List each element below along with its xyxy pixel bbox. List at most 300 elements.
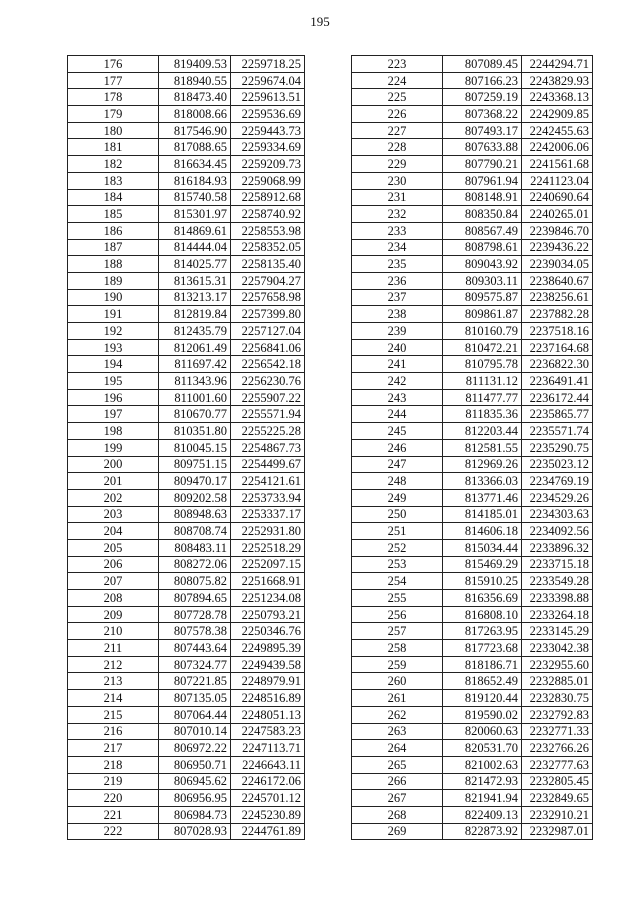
x-coordinate-cell: 820060.63 (443, 723, 522, 740)
x-coordinate-cell: 807010.14 (159, 723, 231, 740)
point-number-cell: 263 (352, 723, 443, 740)
point-number-cell: 232 (352, 206, 443, 223)
table-row (68, 723, 305, 740)
point-number-cell: 188 (68, 256, 159, 273)
page-number: 195 (310, 14, 330, 29)
y-coordinate-cell: 2259674.04 (231, 72, 305, 89)
point-number-cell: 195 (68, 373, 159, 390)
point-number-cell: 262 (352, 706, 443, 723)
x-coordinate-cell: 809861.87 (443, 306, 522, 323)
table-row (68, 373, 305, 390)
point-number-cell: 224 (352, 72, 443, 89)
y-coordinate-cell: 2249895.39 (231, 640, 305, 657)
point-number-cell: 243 (352, 389, 443, 406)
point-number-cell: 245 (352, 423, 443, 440)
point-number-cell: 207 (68, 573, 159, 590)
x-coordinate-cell: 818186.71 (443, 656, 522, 673)
table-row (352, 289, 593, 306)
x-coordinate-cell: 810795.78 (443, 356, 522, 373)
point-number-cell: 247 (352, 456, 443, 473)
point-number-cell: 180 (68, 122, 159, 139)
y-coordinate-cell: 2257904.27 (231, 272, 305, 289)
y-coordinate-cell: 2246172.06 (231, 773, 305, 790)
y-coordinate-cell: 2234303.63 (522, 506, 593, 523)
table-row (352, 56, 593, 73)
y-coordinate-cell: 2235865.77 (522, 406, 593, 423)
y-coordinate-cell: 2233042.38 (522, 640, 593, 657)
y-coordinate-cell: 2247583.23 (231, 723, 305, 740)
x-coordinate-cell: 812435.79 (159, 323, 231, 340)
y-coordinate-cell: 2259718.25 (231, 56, 305, 73)
x-coordinate-cell: 818652.49 (443, 673, 522, 690)
x-coordinate-cell: 810351.80 (159, 423, 231, 440)
table-row (68, 389, 305, 406)
coordinate-table-right (351, 55, 593, 840)
point-number-cell: 264 (352, 740, 443, 757)
x-coordinate-cell: 806956.95 (159, 790, 231, 807)
point-number-cell: 208 (68, 590, 159, 607)
y-coordinate-cell: 2258912.68 (231, 189, 305, 206)
point-number-cell: 244 (352, 406, 443, 423)
point-number-cell: 228 (352, 139, 443, 156)
y-coordinate-cell: 2255907.22 (231, 389, 305, 406)
point-number-cell: 220 (68, 790, 159, 807)
x-coordinate-cell: 811477.77 (443, 389, 522, 406)
y-coordinate-cell: 2232987.01 (522, 823, 593, 840)
point-number-cell: 178 (68, 89, 159, 106)
x-coordinate-cell: 810160.79 (443, 323, 522, 340)
x-coordinate-cell: 807894.65 (159, 590, 231, 607)
point-number-cell: 205 (68, 539, 159, 556)
x-coordinate-cell: 807028.93 (159, 823, 231, 840)
x-coordinate-cell: 806950.71 (159, 756, 231, 773)
point-number-cell: 246 (352, 439, 443, 456)
table-row (68, 756, 305, 773)
table-row (68, 623, 305, 640)
x-coordinate-cell: 818008.66 (159, 106, 231, 123)
x-coordinate-cell: 815740.58 (159, 189, 231, 206)
point-number-cell: 199 (68, 439, 159, 456)
x-coordinate-cell: 812819.84 (159, 306, 231, 323)
y-coordinate-cell: 2237882.28 (522, 306, 593, 323)
y-coordinate-cell: 2232792.83 (522, 706, 593, 723)
x-coordinate-cell: 808148.91 (443, 189, 522, 206)
y-coordinate-cell: 2259209.73 (231, 156, 305, 173)
x-coordinate-cell: 815910.25 (443, 573, 522, 590)
table-row (352, 623, 593, 640)
x-coordinate-cell: 814444.04 (159, 239, 231, 256)
x-coordinate-cell: 807578.38 (159, 623, 231, 640)
table-row (352, 339, 593, 356)
y-coordinate-cell: 2242455.63 (522, 122, 593, 139)
point-number-cell: 250 (352, 506, 443, 523)
table-row (352, 773, 593, 790)
table-row (68, 690, 305, 707)
point-number-cell: 191 (68, 306, 159, 323)
table-row (352, 306, 593, 323)
point-number-cell: 183 (68, 172, 159, 189)
x-coordinate-cell: 807221.85 (159, 673, 231, 690)
y-coordinate-cell: 2247113.71 (231, 740, 305, 757)
y-coordinate-cell: 2239846.70 (522, 222, 593, 239)
x-coordinate-cell: 807728.78 (159, 606, 231, 623)
table-row (68, 256, 305, 273)
point-number-cell: 269 (352, 823, 443, 840)
y-coordinate-cell: 2241561.68 (522, 156, 593, 173)
table-row (352, 356, 593, 373)
point-number-cell: 190 (68, 289, 159, 306)
x-coordinate-cell: 807324.77 (159, 656, 231, 673)
point-number-cell: 201 (68, 473, 159, 490)
x-coordinate-cell: 816184.93 (159, 172, 231, 189)
table-row (352, 489, 593, 506)
x-coordinate-cell: 814869.61 (159, 222, 231, 239)
table-row (352, 122, 593, 139)
table-row (352, 239, 593, 256)
y-coordinate-cell: 2252518.29 (231, 539, 305, 556)
y-coordinate-cell: 2251668.91 (231, 573, 305, 590)
x-coordinate-cell: 806984.73 (159, 806, 231, 823)
x-coordinate-cell: 822873.92 (443, 823, 522, 840)
table-row (352, 272, 593, 289)
table-row (68, 106, 305, 123)
table-row (68, 606, 305, 623)
point-number-cell: 196 (68, 389, 159, 406)
x-coordinate-cell: 812969.26 (443, 456, 522, 473)
point-number-cell: 186 (68, 222, 159, 239)
table-row (68, 72, 305, 89)
y-coordinate-cell: 2248979.91 (231, 673, 305, 690)
point-number-cell: 259 (352, 656, 443, 673)
x-coordinate-cell: 821472.93 (443, 773, 522, 790)
y-coordinate-cell: 2256542.18 (231, 356, 305, 373)
point-number-cell: 260 (352, 673, 443, 690)
x-coordinate-cell: 808567.49 (443, 222, 522, 239)
y-coordinate-cell: 2259068.99 (231, 172, 305, 189)
point-number-cell: 265 (352, 756, 443, 773)
table-row (68, 773, 305, 790)
x-coordinate-cell: 818473.40 (159, 89, 231, 106)
x-coordinate-cell: 812203.44 (443, 423, 522, 440)
table-row (352, 640, 593, 657)
point-number-cell: 268 (352, 806, 443, 823)
y-coordinate-cell: 2237518.16 (522, 323, 593, 340)
x-coordinate-cell: 808798.61 (443, 239, 522, 256)
y-coordinate-cell: 2239436.22 (522, 239, 593, 256)
y-coordinate-cell: 2239034.05 (522, 256, 593, 273)
x-coordinate-cell: 814025.77 (159, 256, 231, 273)
table-row (352, 756, 593, 773)
point-number-cell: 261 (352, 690, 443, 707)
y-coordinate-cell: 2254499.67 (231, 456, 305, 473)
y-coordinate-cell: 2253733.94 (231, 489, 305, 506)
y-coordinate-cell: 2257127.04 (231, 323, 305, 340)
x-coordinate-cell: 817546.90 (159, 122, 231, 139)
table-row (352, 523, 593, 540)
y-coordinate-cell: 2248051.13 (231, 706, 305, 723)
table-row (352, 740, 593, 757)
table-row (68, 89, 305, 106)
x-coordinate-cell: 814606.18 (443, 523, 522, 540)
y-coordinate-cell: 2250346.76 (231, 623, 305, 640)
table-row (68, 339, 305, 356)
y-coordinate-cell: 2234529.26 (522, 489, 593, 506)
y-coordinate-cell: 2241123.04 (522, 172, 593, 189)
point-number-cell: 214 (68, 690, 159, 707)
table-row (68, 172, 305, 189)
table-row (68, 790, 305, 807)
y-coordinate-cell: 2234769.19 (522, 473, 593, 490)
y-coordinate-cell: 2245701.12 (231, 790, 305, 807)
table-row (352, 406, 593, 423)
x-coordinate-cell: 808483.11 (159, 539, 231, 556)
y-coordinate-cell: 2235290.75 (522, 439, 593, 456)
table-row (68, 323, 305, 340)
table-row (68, 356, 305, 373)
point-number-cell: 176 (68, 56, 159, 73)
y-coordinate-cell: 2236822.30 (522, 356, 593, 373)
y-coordinate-cell: 2244761.89 (231, 823, 305, 840)
y-coordinate-cell: 2233715.18 (522, 556, 593, 573)
point-number-cell: 257 (352, 623, 443, 640)
x-coordinate-cell: 806972.22 (159, 740, 231, 757)
table-row (352, 606, 593, 623)
point-number-cell: 238 (352, 306, 443, 323)
table-row (68, 222, 305, 239)
point-number-cell: 255 (352, 590, 443, 607)
y-coordinate-cell: 2248516.89 (231, 690, 305, 707)
point-number-cell: 239 (352, 323, 443, 340)
x-coordinate-cell: 817723.68 (443, 640, 522, 657)
y-coordinate-cell: 2252097.15 (231, 556, 305, 573)
x-coordinate-cell: 809202.58 (159, 489, 231, 506)
table-row (352, 673, 593, 690)
x-coordinate-cell: 821002.63 (443, 756, 522, 773)
table-row (68, 272, 305, 289)
y-coordinate-cell: 2255225.28 (231, 423, 305, 440)
x-coordinate-cell: 807089.45 (443, 56, 522, 73)
table-row (352, 256, 593, 273)
point-number-cell: 237 (352, 289, 443, 306)
table-row (68, 590, 305, 607)
x-coordinate-cell: 813213.17 (159, 289, 231, 306)
x-coordinate-cell: 815034.44 (443, 539, 522, 556)
y-coordinate-cell: 2232955.60 (522, 656, 593, 673)
x-coordinate-cell: 808075.82 (159, 573, 231, 590)
y-coordinate-cell: 2233398.88 (522, 590, 593, 607)
y-coordinate-cell: 2236172.44 (522, 389, 593, 406)
x-coordinate-cell: 813615.31 (159, 272, 231, 289)
table-row (68, 122, 305, 139)
table-row (352, 172, 593, 189)
x-coordinate-cell: 815301.97 (159, 206, 231, 223)
point-number-cell: 235 (352, 256, 443, 273)
point-number-cell: 187 (68, 239, 159, 256)
table-row (352, 189, 593, 206)
table-row (68, 523, 305, 540)
table-row (352, 823, 593, 840)
table-row (68, 740, 305, 757)
table-row (352, 456, 593, 473)
x-coordinate-cell: 818940.55 (159, 72, 231, 89)
table-row (352, 72, 593, 89)
y-coordinate-cell: 2233264.18 (522, 606, 593, 623)
table-row (68, 139, 305, 156)
table-row (68, 439, 305, 456)
x-coordinate-cell: 809575.87 (443, 289, 522, 306)
point-number-cell: 212 (68, 656, 159, 673)
y-coordinate-cell: 2254121.61 (231, 473, 305, 490)
y-coordinate-cell: 2243368.13 (522, 89, 593, 106)
x-coordinate-cell: 809043.92 (443, 256, 522, 273)
point-number-cell: 234 (352, 239, 443, 256)
point-number-cell: 253 (352, 556, 443, 573)
x-coordinate-cell: 808272.06 (159, 556, 231, 573)
table-row (352, 439, 593, 456)
table-row (352, 323, 593, 340)
table-row (68, 189, 305, 206)
y-coordinate-cell: 2233549.28 (522, 573, 593, 590)
y-coordinate-cell: 2246643.11 (231, 756, 305, 773)
point-number-cell: 193 (68, 339, 159, 356)
x-coordinate-cell: 807135.05 (159, 690, 231, 707)
point-number-cell: 266 (352, 773, 443, 790)
y-coordinate-cell: 2238256.61 (522, 289, 593, 306)
table-row (352, 206, 593, 223)
table-row (352, 156, 593, 173)
table-row (68, 473, 305, 490)
point-number-cell: 222 (68, 823, 159, 840)
x-coordinate-cell: 816356.69 (443, 590, 522, 607)
point-number-cell: 225 (352, 89, 443, 106)
point-number-cell: 194 (68, 356, 159, 373)
x-coordinate-cell: 811697.42 (159, 356, 231, 373)
x-coordinate-cell: 811835.36 (443, 406, 522, 423)
point-number-cell: 229 (352, 156, 443, 173)
y-coordinate-cell: 2237164.68 (522, 339, 593, 356)
table-row (68, 456, 305, 473)
table-row (68, 656, 305, 673)
y-coordinate-cell: 2232910.21 (522, 806, 593, 823)
y-coordinate-cell: 2232766.26 (522, 740, 593, 757)
point-number-cell: 203 (68, 506, 159, 523)
y-coordinate-cell: 2236491.41 (522, 373, 593, 390)
table-row (352, 790, 593, 807)
table-row (352, 423, 593, 440)
table-row (352, 723, 593, 740)
x-coordinate-cell: 811001.60 (159, 389, 231, 406)
x-coordinate-cell: 812581.55 (443, 439, 522, 456)
point-number-cell: 233 (352, 222, 443, 239)
table-row (68, 573, 305, 590)
x-coordinate-cell: 811131.12 (443, 373, 522, 390)
point-number-cell: 236 (352, 272, 443, 289)
y-coordinate-cell: 2244294.71 (522, 56, 593, 73)
x-coordinate-cell: 807443.64 (159, 640, 231, 657)
table-row (352, 573, 593, 590)
y-coordinate-cell: 2259613.51 (231, 89, 305, 106)
x-coordinate-cell: 806945.62 (159, 773, 231, 790)
x-coordinate-cell: 808708.74 (159, 523, 231, 540)
y-coordinate-cell: 2235571.74 (522, 423, 593, 440)
table-row (352, 590, 593, 607)
table-row (68, 156, 305, 173)
table-row (68, 289, 305, 306)
point-number-cell: 184 (68, 189, 159, 206)
table-row (68, 640, 305, 657)
y-coordinate-cell: 2259334.69 (231, 139, 305, 156)
point-number-cell: 242 (352, 373, 443, 390)
table-row (68, 673, 305, 690)
point-number-cell: 189 (68, 272, 159, 289)
y-coordinate-cell: 2240265.01 (522, 206, 593, 223)
x-coordinate-cell: 810045.15 (159, 439, 231, 456)
x-coordinate-cell: 816634.45 (159, 156, 231, 173)
y-coordinate-cell: 2250793.21 (231, 606, 305, 623)
x-coordinate-cell: 807064.44 (159, 706, 231, 723)
x-coordinate-cell: 807368.22 (443, 106, 522, 123)
table-row (68, 406, 305, 423)
y-coordinate-cell: 2238640.67 (522, 272, 593, 289)
point-number-cell: 198 (68, 423, 159, 440)
point-number-cell: 267 (352, 790, 443, 807)
y-coordinate-cell: 2232885.01 (522, 673, 593, 690)
table-row (352, 556, 593, 573)
point-number-cell: 248 (352, 473, 443, 490)
point-number-cell: 200 (68, 456, 159, 473)
point-number-cell: 221 (68, 806, 159, 823)
y-coordinate-cell: 2233145.29 (522, 623, 593, 640)
x-coordinate-cell: 819120.44 (443, 690, 522, 707)
point-number-cell: 181 (68, 139, 159, 156)
y-coordinate-cell: 2254867.73 (231, 439, 305, 456)
point-number-cell: 249 (352, 489, 443, 506)
y-coordinate-cell: 2232830.75 (522, 690, 593, 707)
point-number-cell: 177 (68, 72, 159, 89)
x-coordinate-cell: 813771.46 (443, 489, 522, 506)
point-number-cell: 252 (352, 539, 443, 556)
y-coordinate-cell: 2249439.58 (231, 656, 305, 673)
y-coordinate-cell: 2258740.92 (231, 206, 305, 223)
x-coordinate-cell: 809751.15 (159, 456, 231, 473)
y-coordinate-cell: 2232777.63 (522, 756, 593, 773)
y-coordinate-cell: 2256841.06 (231, 339, 305, 356)
point-number-cell: 218 (68, 756, 159, 773)
table-row (68, 239, 305, 256)
point-number-cell: 258 (352, 640, 443, 657)
point-number-cell: 213 (68, 673, 159, 690)
point-number-cell: 215 (68, 706, 159, 723)
point-number-cell: 182 (68, 156, 159, 173)
point-number-cell: 192 (68, 323, 159, 340)
y-coordinate-cell: 2256230.76 (231, 373, 305, 390)
point-number-cell: 231 (352, 189, 443, 206)
y-coordinate-cell: 2243829.93 (522, 72, 593, 89)
table-row (352, 690, 593, 707)
point-number-cell: 179 (68, 106, 159, 123)
point-number-cell: 254 (352, 573, 443, 590)
x-coordinate-cell: 812061.49 (159, 339, 231, 356)
x-coordinate-cell: 807259.19 (443, 89, 522, 106)
table-row (352, 706, 593, 723)
point-number-cell: 209 (68, 606, 159, 623)
y-coordinate-cell: 2258553.98 (231, 222, 305, 239)
x-coordinate-cell: 808350.84 (443, 206, 522, 223)
x-coordinate-cell: 807166.23 (443, 72, 522, 89)
x-coordinate-cell: 819409.53 (159, 56, 231, 73)
table-row (352, 506, 593, 523)
point-number-cell: 197 (68, 406, 159, 423)
